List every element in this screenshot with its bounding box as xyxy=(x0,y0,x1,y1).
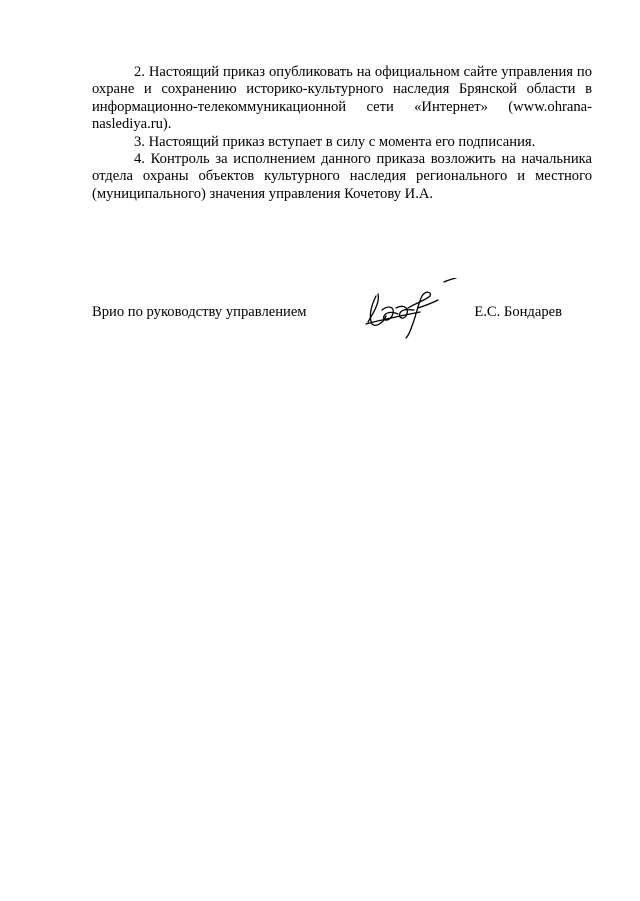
handwritten-signature xyxy=(360,278,460,340)
signatory-name: Е.С. Бондарев xyxy=(474,304,562,320)
document-body xyxy=(92,64,592,203)
paragraph-control: 4. Контроль за исполнением данного приказа возложить на начальника отдела охраны объектов культурного наследия регионального и местного (муниципального) значения управления Кочетову И.А. xyxy=(92,151,592,202)
signature-block xyxy=(92,296,562,346)
signatory-position: Врио по руководству управлением xyxy=(92,304,307,320)
paragraph-publish: 2. Настоящий приказ опубликовать на официальном сайте управления по охране и сохранению историко-культурного наследия Брянской области в информационно-телекоммуникационной сети «Интернет» (www.ohrana-naslediya.ru). xyxy=(92,64,592,133)
paragraph-effective: 3. Настоящий приказ вступает в силу с момента его подписания. xyxy=(134,133,536,150)
